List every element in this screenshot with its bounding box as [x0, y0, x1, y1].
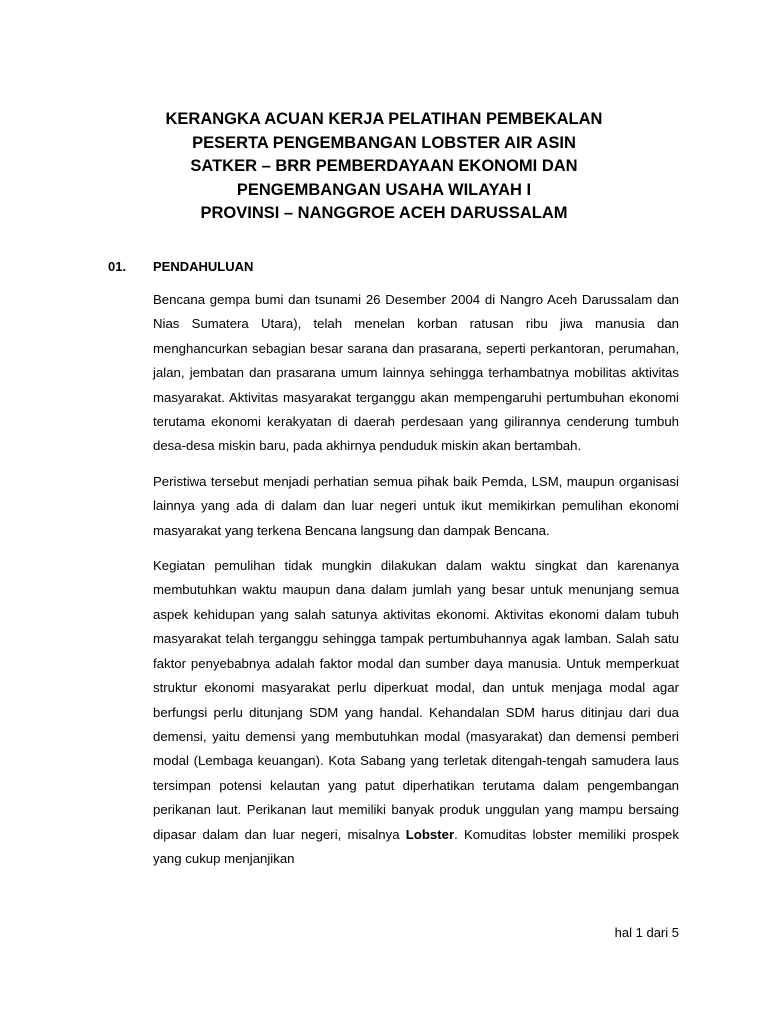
title-line-5: PROVINSI – NANGGROE ACEH DARUSSALAM	[200, 204, 568, 222]
section-number: 01.	[108, 259, 127, 274]
lobster-bold-word: Lobster	[405, 826, 455, 842]
paragraph-3	[153, 554, 679, 871]
paragraph-3-continuation: . Komuditas lobster memiliki prospek yang cukup menjanjikan	[153, 826, 679, 866]
section-title: PENDAHULUAN	[153, 259, 254, 274]
page-number-footer: hal 1 dari 5	[614, 925, 679, 940]
body-text	[153, 288, 679, 871]
title-line-4: PENGEMBANGAN USAHA WILAYAH I	[236, 180, 532, 199]
title-line-2: PESERTA PENGEMBANGAN LOBSTER AIR ASIN	[192, 133, 576, 152]
title-line-1: KERANGKA ACUAN KERJA PELATIHAN PEMBEKALAN	[165, 110, 603, 128]
document-title	[100, 108, 668, 226]
title-line-3: SATKER – BRR PEMBERDAYAAN EKONOMI DAN	[190, 157, 578, 175]
paragraph-3-text: Kegiatan pemulihan tidak mungkin dilakukan dalam waktu singkat dan karenanya membutuhkan waktu maupun dana dalam jumlah yang besar untuk menunjang semua aspek kehidupan yang salah satunya aktivitas ekonomi. Aktivitas ekonomi dalam tubuh masyarakat telah terganggu sehingga tampak pertumbuhannya agak lamban. Salah satu faktor penyebabnya adalah faktor modal dan sumber daya manusia. Untuk memperkuat struktur ekonomi masyarakat perlu diperkuat modal, dan untuk menjaga modal agar berfungsi perlu ditunjang SDM yang handal. Kehandalan SDM harus ditinjau dari dua demensi, yaitu demensi yang membutuhkan modal (masyarakat) dan demensi pemberi modal (Lembaga keuangan). Kota Sabang yang terletak ditengah-tengah samudera laus tersimpan potensi kelautan yang patut diperhatikan terutama dalam pengembangan perikanan laut. Perikanan laut memiliki banyak produk unggulan yang mampu bersaing dipasar dalam dan luar negeri, misalnya	[153, 558, 679, 842]
paragraph-2: Peristiwa tersebut menjadi perhatian semua pihak baik Pemda, LSM, maupun organisasi lainnya yang ada di dalam dan luar negeri untuk ikut memikirkan pemulihan ekonomi masyarakat yang terkena Bencana langsung dan dampak Bencana.	[153, 473, 679, 538]
paragraph-1: Bencana gempa bumi dan tsunami 26 Desember 2004 di Nangro Aceh Darussalam dan Nias Sumatera Utara), telah menelan korban ratusan ribu jiwa manusia dan menghancurkan sebagian besar sarana dan prasarana, seperti perkantoran, perumahan, jalan, jembatan dan prasarana umum lainnya sehingga terhambatnya mobilitas aktivitas masyarakat. Aktivitas masyarakat terganggu akan mempengaruhi pertumbuhan ekonomi terutama ekonomi kerakyatan di daerah perdesaan yang gilirannya cenderung tumbuh desa-desa miskin baru, pada akhirnya penduduk miskin akan bertambah.	[153, 292, 679, 454]
